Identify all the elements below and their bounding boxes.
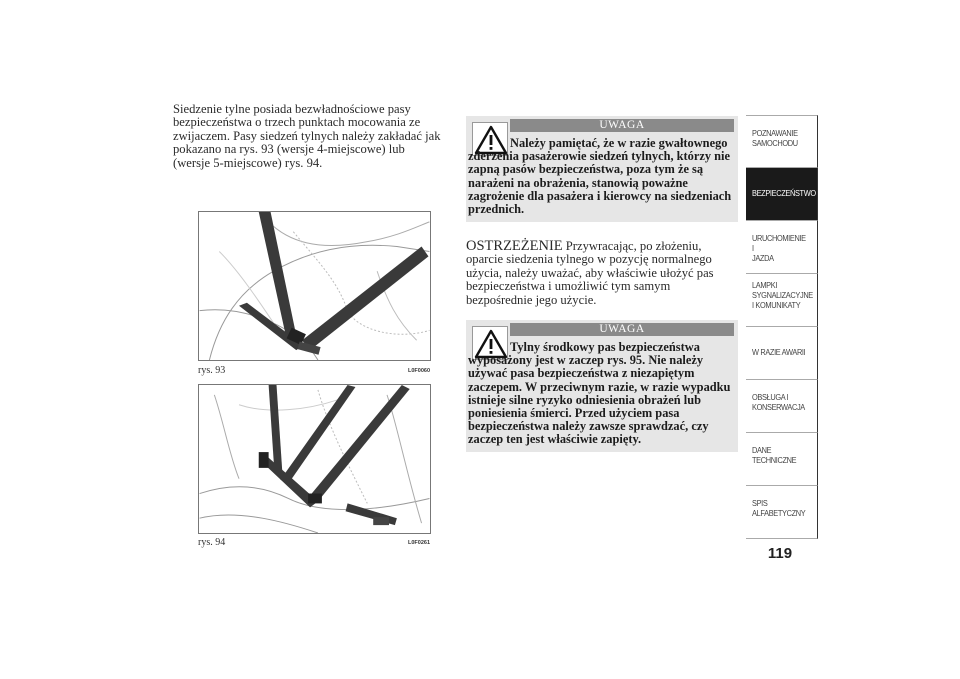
tab-dane-techniczne[interactable]: DANE TECHNICZNE	[746, 433, 818, 486]
tab-spis-alfabetyczny[interactable]: SPIS ALFABETYCZNY	[746, 486, 818, 539]
warning-text: Należy pamiętać, że w razie gwałtownego zderzenia pasażerowie siedzeń tylnych, którzy nie zapną pasów bezpieczeństwa, poza tym że są narażeni na obrażenia, stanowią poważne zagrożenie dla pasażera i kierowcy na siedzeniach przednich.	[468, 136, 732, 217]
warning-title: UWAGA	[510, 119, 734, 132]
tab-w-razie-awarii[interactable]: W RAZIE AWARII	[746, 327, 818, 380]
warning-box	[466, 116, 738, 222]
figure-caption: rys. 94	[198, 537, 226, 548]
tab-uruchomienie-i-jazda[interactable]: URUCHOMIENIE I JAZDA	[746, 221, 818, 274]
page-number: 119	[767, 545, 793, 562]
warning-box	[466, 320, 738, 452]
tab-obsluga-i-konserwacja[interactable]: OBSŁUGA I KONSERWACJA	[746, 380, 818, 433]
intro-paragraph: Siedzenie tylne posiada bezwładnościowe pasy bezpieczeństwa o trzech punktach mocowania ze zwijaczem. Pasy siedzeń tylnych należy zakładać jak pokazano na rys. 93 (wersje 4-miejscowe) lub (wersje 5-miejscowe) rys. 94.	[173, 102, 441, 170]
figure-code: L0F0060	[408, 368, 431, 374]
warning-title: UWAGA	[510, 323, 734, 336]
figure-rys-93	[198, 211, 431, 361]
caution-paragraph	[466, 240, 738, 307]
rear-seat-belt-illustration-5-seat	[199, 385, 430, 533]
tab-lampki-sygnalizacyjne[interactable]: LAMPKI SYGNALIZACYJNE I KOMUNIKATY	[746, 274, 818, 327]
caution-text: Przywracając, po złożeniu, oparcie siedzenia tylnego w pozycję normalnego użycia, należy uważać, aby właściwie ułożyć pas bezpieczeństwa i umożliwić tym samym bezpośrednie jego użycie.	[466, 239, 714, 307]
figure-code: L0F0261	[408, 540, 431, 546]
figure-caption: rys. 93	[198, 365, 226, 376]
figure-rys-94	[198, 384, 431, 534]
rear-seat-belt-illustration-4-seat	[199, 212, 430, 360]
tab-poznawanie-samochodu[interactable]: POZNAWANIE SAMOCHODU	[746, 115, 818, 168]
tab-bezpieczenstwo[interactable]: BEZPIECZEŃSTWO	[746, 168, 818, 221]
caution-lead: OSTRZEŻENIE	[466, 238, 563, 254]
section-tabs	[746, 115, 818, 539]
warning-text: Tylny środkowy pas bezpieczeństwa wyposażony jest w zaczep rys. 95. Nie należy używać pasa bezpieczeństwa z niezapiętym zaczepem. W przeciwnym razie, w razie wypadku istnieje silne ryzyko odniesienia obrażeń lub poniesienia śmierci. Przed użyciem pasa bezpieczeństwa należy zawsze sprawdzać, czy zaczep ten jest właściwie zapięty.	[468, 340, 731, 447]
